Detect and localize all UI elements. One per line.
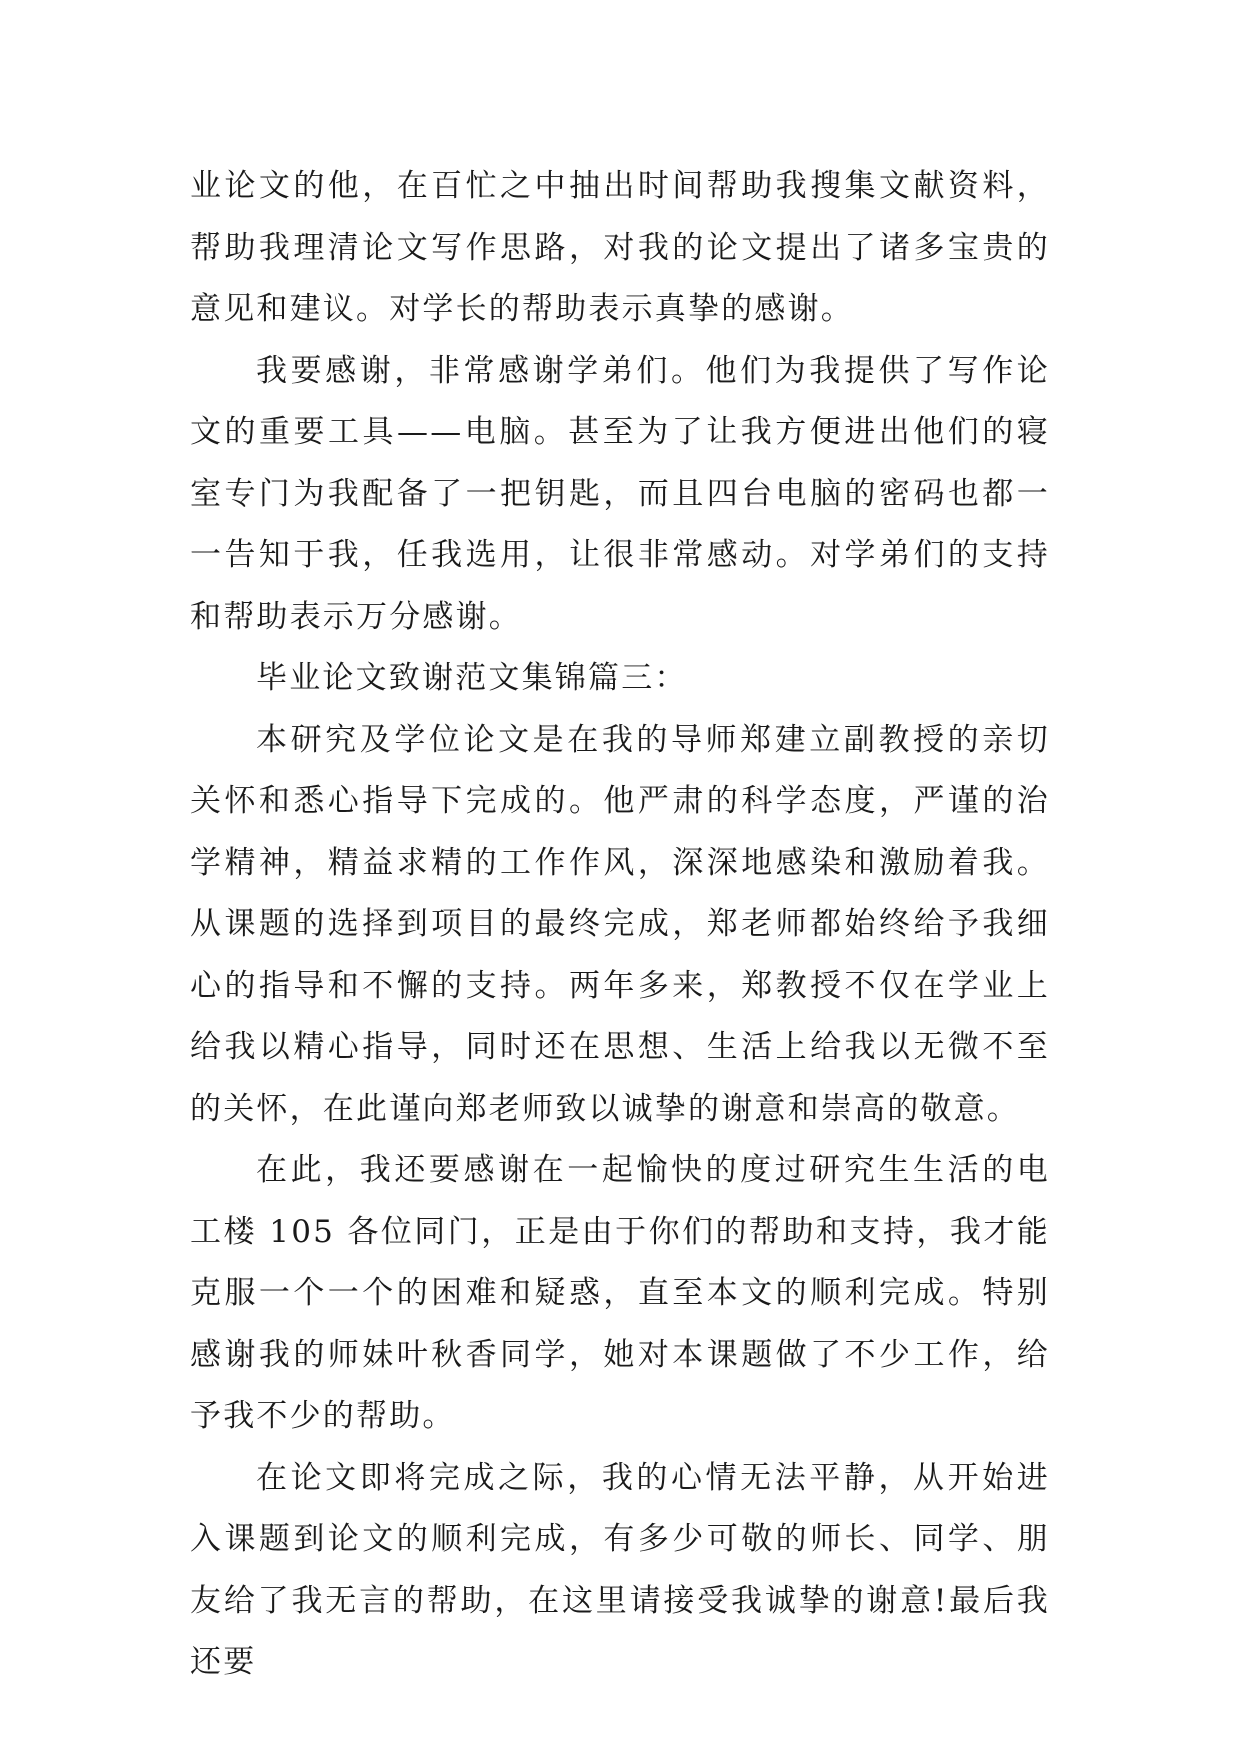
paragraph-thanks-advisor: 本研究及学位论文是在我的导师郑建立副教授的亲切关怀和悉心指导下完成的。他严肃的科学态度，严谨的治学精神，精益求精的工作作风，深深地感染和激励着我。从课题的选择到项目的最终完成，郑老师都始终给予我细心的指导和不懈的支持。两年多来，郑教授不仅在学业上给我以精心指导，同时还在思想、生活上给我以无微不至的关怀，在此谨向郑老师致以诚挚的谢意和崇高的敬意。 xyxy=(190,721,1050,1127)
paragraph-thanks-senior: 业论文的他，在百忙之中抽出时间帮助我搜集文献资料，帮助我理清论文写作思路，对我的论文提出了诸多宝贵的意见和建议。对学长的帮助表示真挚的感谢。 xyxy=(190,168,1050,327)
paragraph-thanks-juniors: 我要感谢，非常感谢学弟们。他们为我提供了写作论文的重要工具——电脑。甚至为了让我方便进出他们的寝室专门为我配备了一把钥匙，而且四台电脑的密码也都一一告知于我，任我选用，让很非常感动。对学弟们的支持和帮助表示万分感谢。 xyxy=(190,352,1050,635)
paragraph-thanks-labmates: 在此，我还要感谢在一起愉快的度过研究生生活的电工楼 105 各位同门，正是由于你们的帮助和支持，我才能克服一个一个的困难和疑惑，直至本文的顺利完成。特别感谢我的师妹叶秋香同学，她对本课题做了不少工作，给予我不少的帮助。 xyxy=(190,1152,1050,1434)
section-heading-part-three: 毕业论文致谢范文集锦篇三： xyxy=(256,660,688,696)
document-body xyxy=(190,156,1050,1694)
paragraph-closing: 在论文即将完成之际，我的心情无法平静，从开始进入课题到论文的顺利完成，有多少可敬的师长、同学、朋友给了我无言的帮助，在这里请接受我诚挚的谢意!最后我还要 xyxy=(190,1459,1050,1680)
